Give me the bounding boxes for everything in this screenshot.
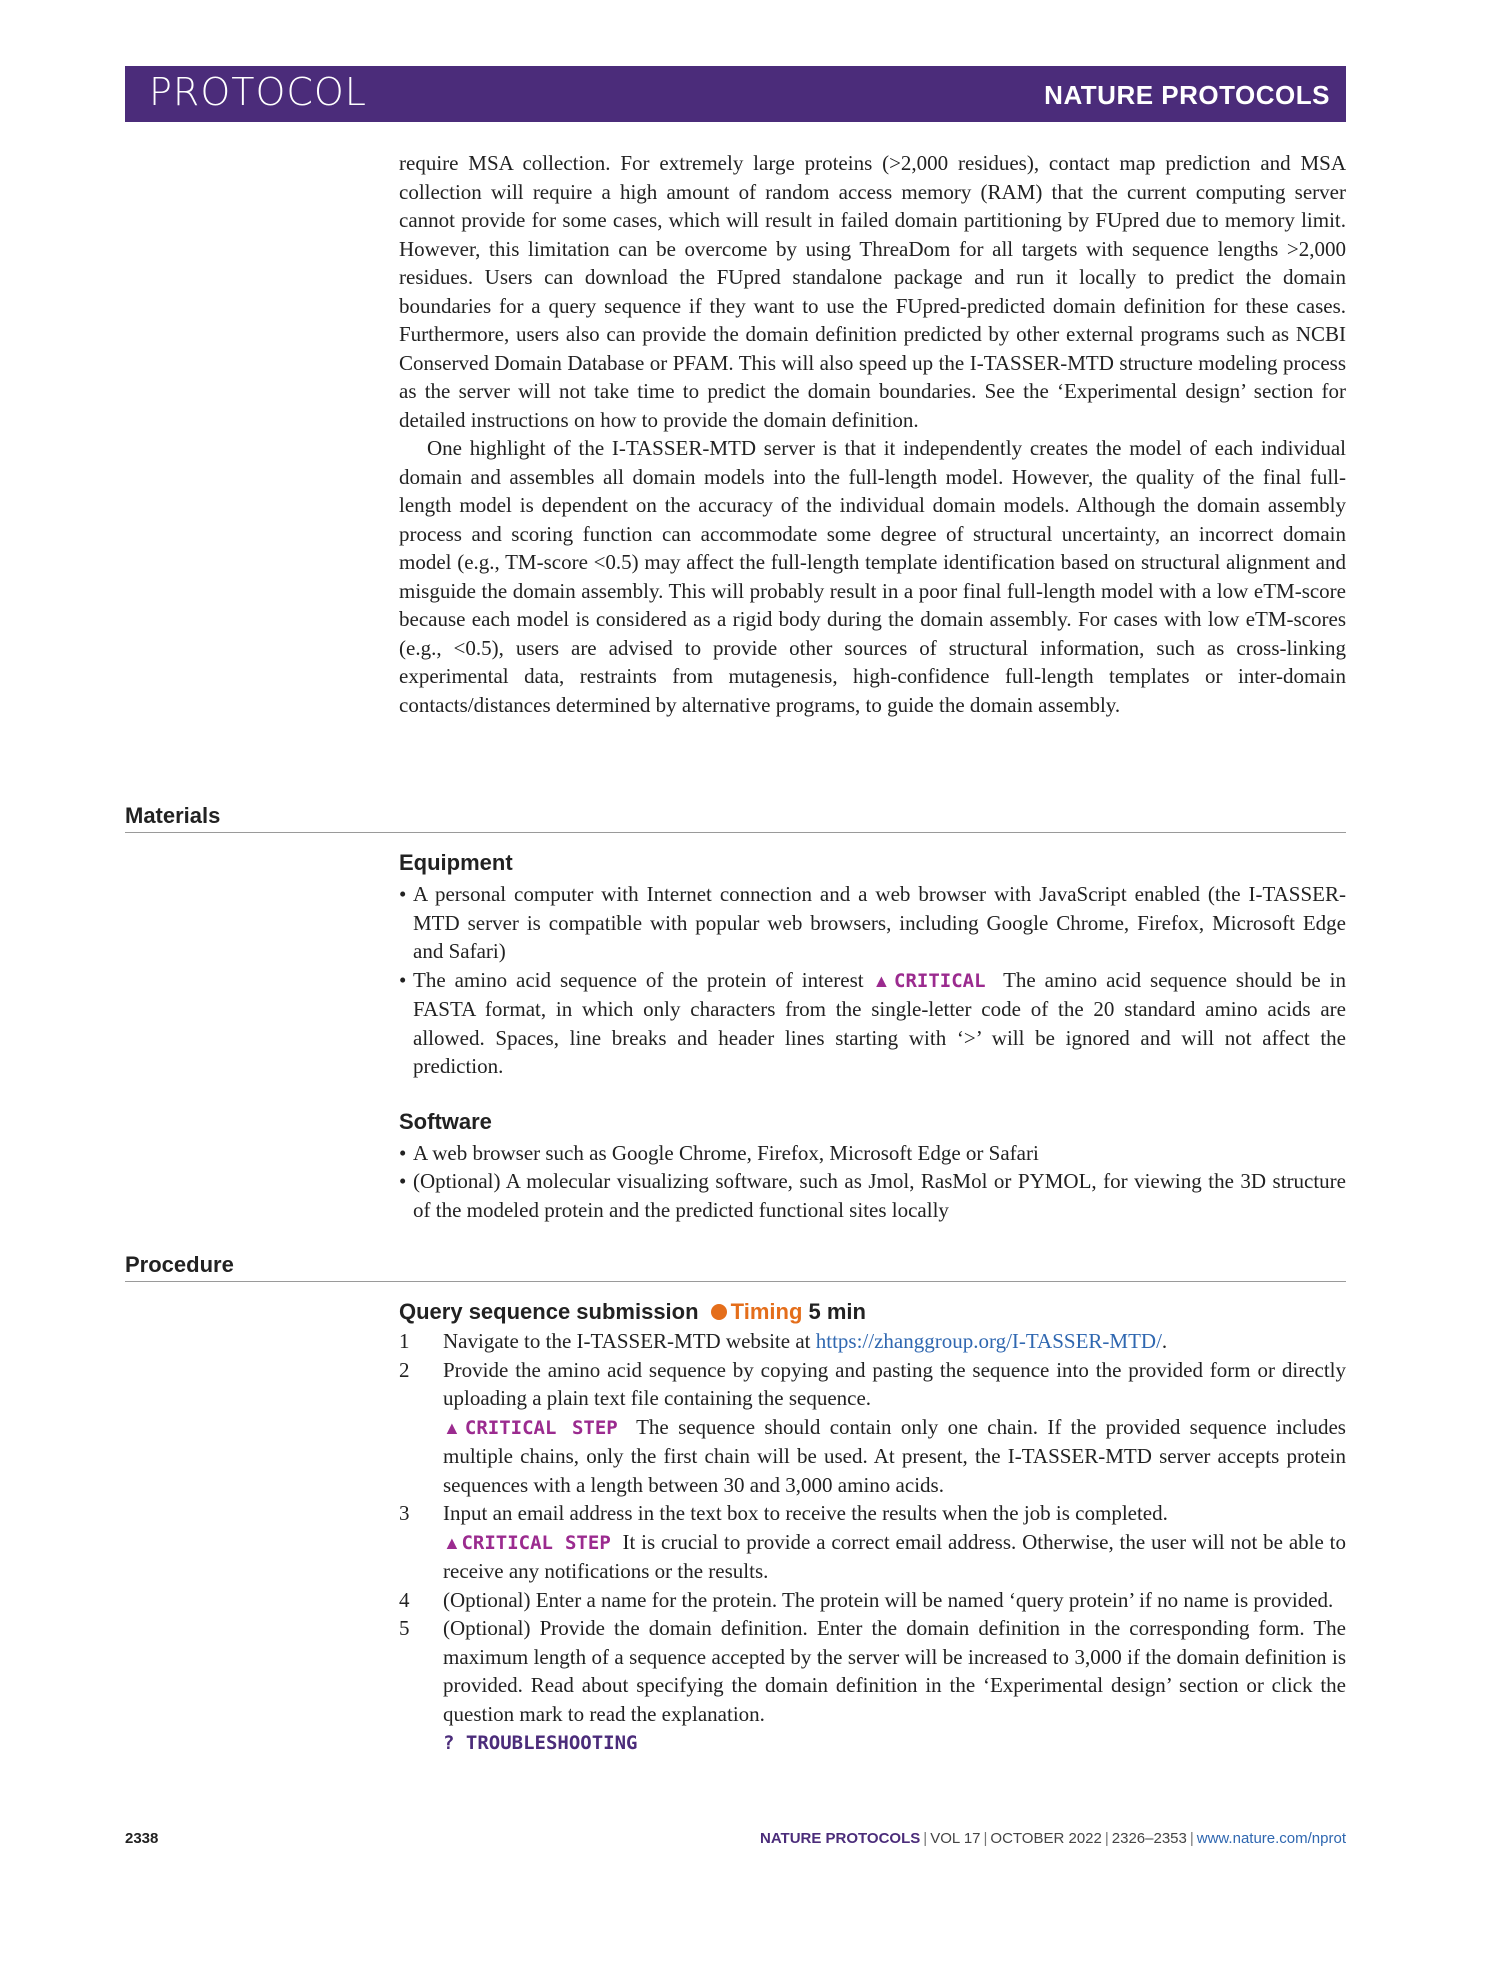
equipment-item-text: The amino acid sequence of the protein of interest — [413, 967, 864, 992]
procedure-section — [399, 1297, 1346, 1758]
header-section-label: PROTOCOL — [149, 70, 367, 114]
list-item — [399, 1167, 1346, 1224]
list-item — [399, 1139, 1346, 1168]
citation-line: NATURE PROTOCOLS | VOL 17 | OCTOBER 2022 | 2326–2353 | www.nature.com/nprot — [759, 1830, 1346, 1847]
procedure-steps — [399, 1327, 1346, 1758]
page-footer — [125, 1830, 1346, 1854]
itasser-mtd-link[interactable]: https://zhanggroup.org/I-TASSER-MTD/ — [815, 1329, 1162, 1353]
critical-step-label: CRITICAL STEP — [464, 1416, 618, 1439]
step-text: (Optional) Provide the domain definition. Enter the domain definition in the corresponding form. The maximum length of a sequence accepted by the server will be increased to 3,000 if the domain definition is provided. Read about specifying the domain definition in the ‘Experimental design’ section or click the question mark to read the explanation. — [443, 1616, 1346, 1726]
procedure-heading: Procedure — [125, 1252, 1346, 1282]
critical-label: CRITICAL — [894, 969, 986, 992]
troubleshooting-link[interactable]: ? TROUBLESHOOTING — [443, 1732, 638, 1754]
software-heading: Software — [399, 1108, 492, 1134]
page-number: 2338 — [125, 1830, 159, 1847]
header-journal-name: NATURE PROTOCOLS — [1044, 80, 1330, 110]
critical-triangle-icon: ▲ — [443, 1532, 462, 1553]
equipment-item-text: A personal computer with Internet connection and a web browser with JavaScript enabled (the I-TASSER-MTD server is compatible with popular web browsers, including Google Chrome, Firefox, Microsoft Edge and Safari) — [413, 882, 1346, 963]
intro-paragraph-1: require MSA collection. For extremely large proteins (>2,000 residues), contact map prediction and MSA collection will require a high amount of random access memory (RAM) that the current computing server cannot provide for some cases, which will result in failed domain partitioning by FUpred due to memory limit. However, this limitation can be overcome by using ThreaDom for all targets with sequence lengths >2,000 residues. Users can download the FUpred standalone package and run it locally to predict the domain boundaries for a query sequence if they want to use the FUpred-predicted domain definition for these cases. Furthermore, users also can provide the domain definition predicted by other external programs such as NCBI Conserved Domain Database or PFAM. This will also speed up the I-TASSER-MTD structure modeling process as the server will not take time to predict the domain boundaries. See the ‘Experimental design’ section for detailed instructions on how to provide the domain definition. — [399, 151, 1346, 432]
critical-step-text: It is crucial to provide a correct email address. Otherwise, the user will not be able to receive any notifications or the results. — [443, 1529, 1346, 1583]
step-text-end: . — [1161, 1329, 1168, 1353]
step-number: 2 — [399, 1357, 410, 1382]
list-item — [399, 880, 1346, 966]
step-number: 4 — [399, 1587, 410, 1612]
software-list — [399, 1139, 1346, 1225]
running-header — [125, 66, 1346, 122]
timing-label: Timing — [730, 1299, 803, 1324]
critical-note: The amino acid sequence should be in FASTA format, in which only characters from the single-letter code of the 20 standard amino acids are allowed. Spaces, line breaks and header lines starting with ‘>’ will be ignored and will not affect the prediction. — [413, 967, 1346, 1078]
list-item — [399, 966, 1346, 1081]
software-item-text: A web browser such as Google Chrome, Firefox, Microsoft Edge or Safari — [413, 1140, 1039, 1165]
step-item — [399, 1614, 1346, 1758]
equipment-list — [399, 880, 1346, 1081]
bullet-icon: • — [399, 967, 407, 992]
step-number: 5 — [399, 1616, 410, 1640]
timing-icon — [711, 1304, 727, 1320]
step-item — [399, 1327, 1346, 1356]
bullet-icon: • — [399, 1140, 407, 1165]
step-text: Input an email address in the text box to receive the results when the job is completed. — [443, 1501, 1168, 1525]
footer-date: OCTOBER 2022 — [990, 1830, 1102, 1847]
footer-volume: VOL 17 — [930, 1830, 981, 1847]
critical-step-label: CRITICAL STEP — [461, 1531, 611, 1554]
step-text: Navigate to the I-TASSER-MTD website at — [443, 1329, 816, 1353]
procedure-subheading — [399, 1297, 1346, 1327]
materials-heading: Materials — [125, 803, 1346, 833]
step-item — [399, 1356, 1346, 1500]
footer-url[interactable]: www.nature.com/nprot — [1196, 1830, 1346, 1847]
bullet-icon: • — [399, 882, 407, 906]
bullet-icon: • — [399, 1169, 407, 1193]
step-item — [399, 1499, 1346, 1586]
step-text: Provide the amino acid sequence by copying and pasting the sequence into the provided form or directly uploading a plain text file containing the sequence. — [443, 1357, 1346, 1410]
critical-step-text: The sequence should contain only one chain. If the provided sequence includes multiple chains, only the first chain will be used. At present, the I-TASSER-MTD server accepts protein sequences with a length between 30 and 3,000 amino acids. — [443, 1414, 1346, 1497]
subheading-title: Query sequence submission — [399, 1299, 699, 1324]
footer-pages: 2326–2353 — [1111, 1830, 1187, 1847]
materials-section — [399, 848, 1346, 1224]
intro-text — [399, 149, 1346, 719]
critical-triangle-icon: ▲ — [872, 970, 895, 991]
step-number: 1 — [399, 1329, 410, 1353]
intro-paragraph-2: One highlight of the I-TASSER-MTD server is that it independently creates the model of each individual domain and assembles all domain models into the full-length model. However, the quality of the final full-length model is dependent on the accuracy of the individual domain models. Although the domain assembly process and scoring function can accommodate some degree of structural uncertainty, an incorrect domain model (e.g., TM-score <0.5) may affect the full-length template identification based on structural alignment and misguide the domain assembly. This will probably result in a poor final full-length model with a low eTM-score because each model is considered as a rigid body during the domain assembly. For cases with low eTM-scores (e.g., <0.5), users are advised to provide other sources of structural information, such as cross-linking experimental data, restraints from mutagenesis, high-confidence full-length templates or inter-domain contacts/distances determined by alternative programs, to guide the domain assembly. — [399, 436, 1346, 717]
software-item-text: (Optional) A molecular visualizing software, such as Jmol, RasMol or PYMOL, for viewing the 3D structure of the modeled protein and the predicted functional sites locally — [413, 1169, 1346, 1222]
step-text: (Optional) Enter a name for the protein. The protein will be named ‘query protein’ if no name is provided. — [443, 1587, 1334, 1612]
critical-triangle-icon: ▲ — [443, 1417, 465, 1438]
equipment-heading: Equipment — [399, 850, 513, 875]
step-number: 3 — [399, 1501, 410, 1525]
timing-value: 5 min — [808, 1299, 866, 1324]
step-item — [399, 1586, 1346, 1615]
footer-journal: NATURE PROTOCOLS — [759, 1830, 921, 1847]
